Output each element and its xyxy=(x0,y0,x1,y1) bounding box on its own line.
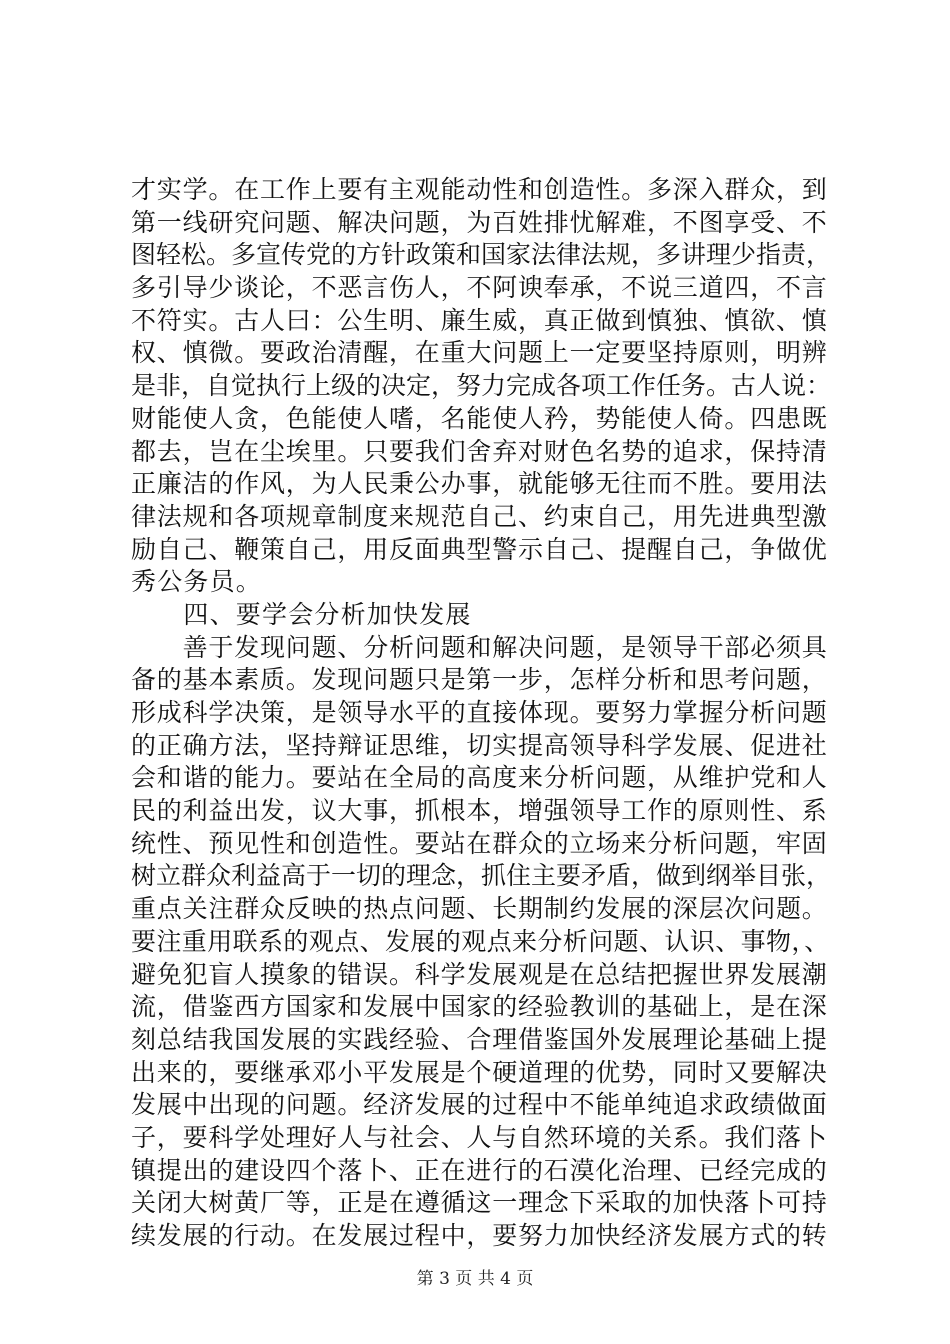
text-line: 励自己、鞭策自己，用反面典型警示自己、提醒自己，争做优 xyxy=(131,534,828,564)
text-line: 都去，岂在尘埃里。只要我们舍弃对财色名势的追求，保持清 xyxy=(131,436,828,466)
text-line: 关闭大树黄厂等，正是在遵循这一理念下采取的加快落卜可持 xyxy=(131,1188,828,1218)
text-line: 善于发现问题、分析问题和解决问题，是领导干部必须具 xyxy=(131,632,828,662)
text-line: 四、要学会分析加快发展 xyxy=(131,599,472,629)
text-line: 镇提出的建设四个落卜、正在进行的石漠化治理、已经完成的 xyxy=(131,1155,828,1185)
text-line: 多引导少谈论，不恶言伤人，不阿谀奉承，不说三道四，不言 xyxy=(131,273,828,303)
text-line: 备的基本素质。发现问题只是第一步，怎样分析和思考问题， xyxy=(131,665,828,695)
text-line: 树立群众利益高于一切的理念，抓住主要矛盾，做到纲举目张， xyxy=(131,861,832,891)
text-line: 财能使人贪，色能使人嗜，名能使人矜，势能使人倚。四患既 xyxy=(131,403,828,433)
body-text xyxy=(131,174,831,1253)
text-line: 形成科学决策，是领导水平的直接体现。要努力掌握分析问题 xyxy=(131,698,828,727)
text-line: 权、慎微。要政治清醒，在重大问题上一定要坚持原则，明辨 xyxy=(131,338,828,368)
text-line: 要注重用联系的观点、发展的观点来分析问题、认识、事物，、 xyxy=(131,926,830,956)
text-line: 刻总结我国发展的实践经验、合理借鉴国外发展理论基础上提 xyxy=(131,1024,828,1054)
text-line: 不符实。古人曰：公生明、廉生威，真正做到慎独、慎欲、慎 xyxy=(131,305,828,335)
text-line: 是非，自觉执行上级的决定，努力完成各项工作任务。古人说： xyxy=(131,371,832,401)
text-line: 会和谐的能力。要站在全局的高度来分析问题，从维护党和人 xyxy=(131,763,828,793)
text-line: 统性、预见性和创造性。要站在群众的立场来分析问题，牢固 xyxy=(131,828,828,858)
text-line: 重点关注群众反映的热点问题、长期制约发展的深层次问题。 xyxy=(131,894,828,924)
text-line: 避免犯盲人摸象的错误。科学发展观是在总结把握世界发展潮 xyxy=(131,959,828,989)
text-line: 流，借鉴西方国家和发展中国家的经验教训的基础上，是在深 xyxy=(131,992,828,1022)
text-line: 子，要科学处理好人与社会、人与自然环境的关系。我们落卜 xyxy=(131,1122,828,1152)
text-line: 的正确方法，坚持辩证思维，切实提高领导科学发展、促进社 xyxy=(131,730,828,760)
text-line: 才实学。在工作上要有主观能动性和创造性。多深入群众，到 xyxy=(131,175,828,204)
page-footer: 第 3 页 共 4 页 xyxy=(416,1269,534,1289)
text-line: 律法规和各项规章制度来规范自己、约束自己，用先进典型激 xyxy=(131,501,828,531)
text-line: 图轻松。多宣传党的方针政策和国家法律法规，多讲理少指责， xyxy=(131,240,832,270)
text-line: 正廉洁的作风，为人民秉公办事，就能够无往而不胜。要用法 xyxy=(131,469,828,499)
text-line: 秀公务员。 xyxy=(131,567,263,597)
text-line: 发展中出现的问题。经济发展的过程中不能单纯追求政绩做面 xyxy=(131,1090,828,1120)
text-line: 第一线研究问题、解决问题，为百姓排忧解难，不图享受、不 xyxy=(131,207,828,237)
text-line: 民的利益出发，议大事，抓根本，增强领导工作的原则性、系 xyxy=(131,796,828,826)
text-line: 续发展的行动。在发展过程中，要努力加快经济发展方式的转 xyxy=(131,1221,828,1250)
text-line: 出来的，要继承邓小平发展是个硬道理的优势，同时又要解决 xyxy=(131,1057,828,1087)
